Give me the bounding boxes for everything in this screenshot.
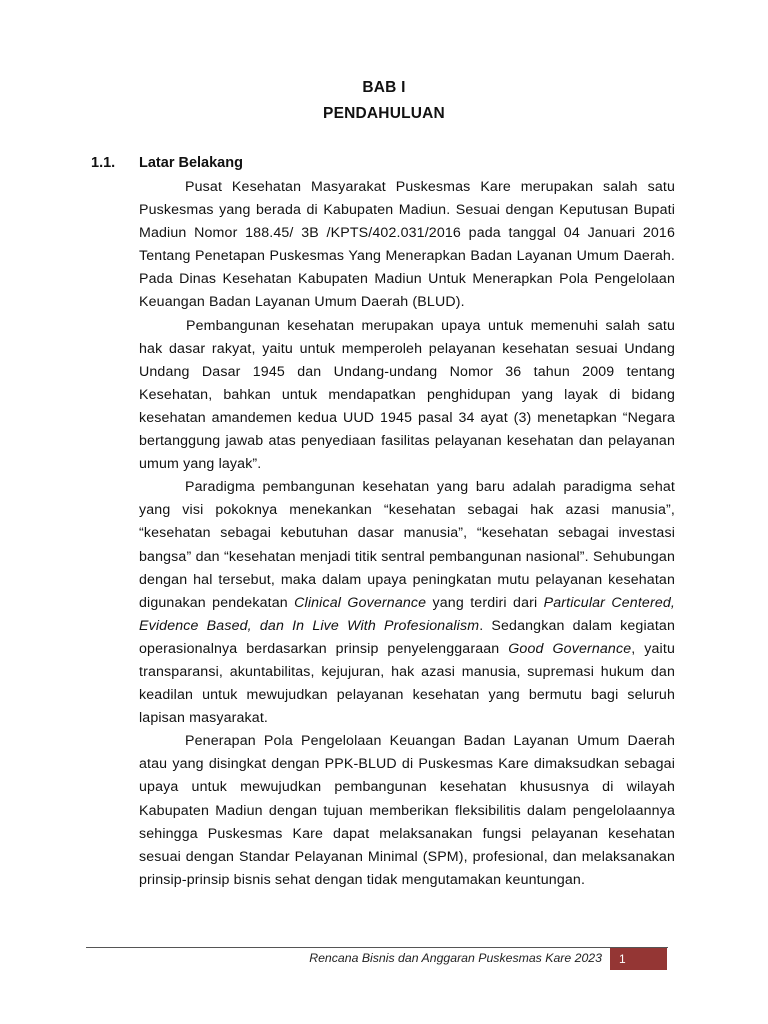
paragraph-2: Pembangunan kesehatan merupakan upaya untuk memenuhi salah satu hak dasar rakyat, yaitu untuk memperoleh pelayanan kesehatan sesuai Undang Undang Dasar 1945 dan Undang-undang Nomor 36 tahun 2009 tentang Kesehatan, bahkan untuk mendapatkan penghidupan yang layak di bidang kesehatan amandemen kedua UUD 1945 pasal 34 ayat (3) menetapkan “Negara bertanggung jawab atas penyediaan fasilitas pelayanan kesehatan dan pelayanan umum yang layak”. bbox=[139, 317, 675, 473]
footer-divider bbox=[86, 947, 668, 948]
paragraph-1: Pusat Kesehatan Masyarakat Puskesmas Kare merupakan salah satu Puskesmas yang berada di Kabupaten Madiun. Sesuai dengan Keputusan Bupati Madiun Nomor 188.45/ 3B /KPTS/402.031/2016 pada tanggal 04 Januari 2016 Tentang Penetapan Puskesmas Yang Menerapkan Badan Layanan Umum Daerah. Pada Dinas Kesehatan Kabupaten Madiun Untuk Menerapkan Pola Pengelolaan Keuangan Badan Layanan Umum Daerah (BLUD). bbox=[139, 179, 675, 311]
chapter-title: PENDAHULUAN bbox=[323, 105, 445, 122]
paragraph-3-seg-6: , yaitu transparansi, akuntabilitas, kejujuran, hak azasi manusia, supremasi hukum dan keadilan untuk mewujudkan pelayanan kesehatan yang bermutu bagi seluruh lapisan masyarakat. bbox=[139, 640, 675, 727]
paragraph-3-seg-4: . Sedangkan dalam kegiatan operasionalnya berdasarkan prinsip penyelenggaraan bbox=[139, 617, 675, 657]
paragraph-3-seg-3: Particular Centered, Evidence Based, dan In Live With Profesionalism bbox=[139, 594, 676, 634]
body-text bbox=[139, 176, 675, 892]
section-title: Latar Belakang bbox=[139, 155, 243, 171]
paragraph-3-seg-0: Paradigma pembangunan kesehatan yang baru adalah paradigma sehat yang visi pokoknya menekankan “kesehatan sebagai hak azasi manusia”, “kesehatan sebagai kebutuhan dasar manusia”, “kesehatan sebagai investasi bangsa” dan “kesehatan menjadi titik sentral pembangunan nasional”. Sehubungan dengan hal tersebut, maka dalam upaya peningkatan mutu pelayanan kesehatan digunakan pendekatan bbox=[139, 479, 675, 611]
paragraph-4: Penerapan Pola Pengelolaan Keuangan Badan Layanan Umum Daerah atau yang disingkat dengan PPK-BLUD di Puskesmas Kare dimaksudkan sebagai upaya untuk mewujudkan pembangunan kesehatan khususnya di wilayah Kabupaten Madiun dengan tujuan memberikan fleksibilitis dalam pengelolaannya sehingga Puskesmas Kare dapat melaksanakan fungsi pelayanan kesehatan sesuai dengan Standar Pelayanan Minimal (SPM), profesional, dan melaksanakan prinsip-prinsip bisnis sehat dengan tidak mengutamakan keuntungan. bbox=[139, 733, 675, 888]
paragraph-3-seg-2: yang terdiri dari bbox=[426, 594, 544, 611]
footer-title: Rencana Bisnis dan Anggaran Puskesmas Kare 2023 bbox=[309, 951, 602, 965]
paragraph-3-seg-1: Clinical Governance bbox=[294, 594, 427, 611]
section-heading bbox=[91, 155, 243, 171]
chapter-number: BAB I bbox=[362, 79, 406, 96]
paragraph-3-seg-5: Good Governance bbox=[508, 640, 632, 657]
paragraph-3 bbox=[139, 476, 675, 730]
section-number: 1.1. bbox=[91, 155, 116, 171]
page-number-badge: 1 bbox=[610, 948, 667, 970]
